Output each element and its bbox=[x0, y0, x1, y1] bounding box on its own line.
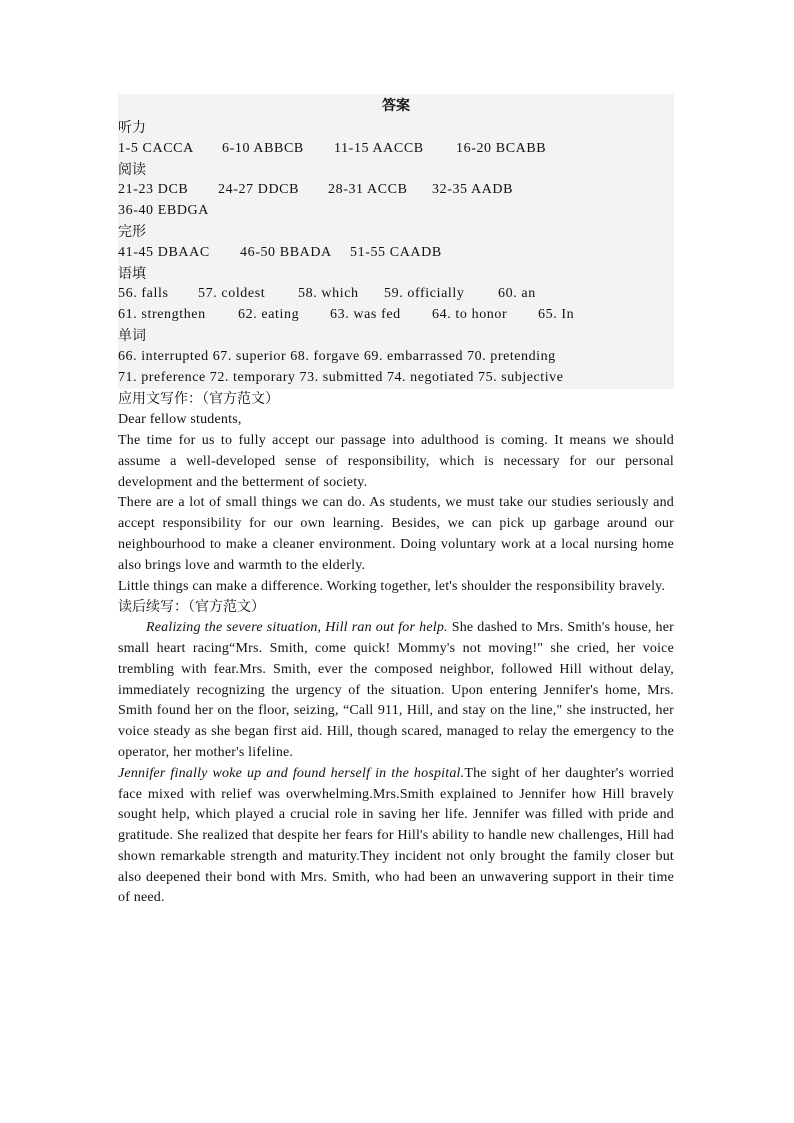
answer-row bbox=[118, 243, 674, 264]
answer-row bbox=[118, 139, 674, 160]
answer-group: 1-5 CACCA bbox=[118, 140, 194, 156]
answer-item: 65. In bbox=[538, 307, 575, 323]
answer-key bbox=[118, 94, 674, 389]
answer-group: 24-27 DDCB bbox=[218, 182, 300, 198]
answer-item: 56. falls bbox=[118, 286, 169, 302]
continuation-essay bbox=[118, 618, 674, 909]
page-title: 答案 bbox=[382, 98, 410, 114]
paragraph-lead-sentence: Jennifer finally woke up and found herself in the hospital. bbox=[118, 765, 465, 781]
section-heading-listening: 听力 bbox=[118, 120, 146, 136]
answer-item: 60. an bbox=[498, 286, 536, 302]
answer-row: 66. interrupted 67. superior 68. forgave 69. embarrassed 70. pretending bbox=[118, 348, 556, 364]
answer-group: 21-23 DCB bbox=[118, 182, 189, 198]
answer-row bbox=[118, 284, 674, 305]
answer-item: 63. was fed bbox=[330, 307, 401, 323]
answer-item: 62. eating bbox=[238, 307, 300, 323]
answer-group: 51-55 CAADB bbox=[350, 244, 442, 260]
paragraph-body: She dashed to Mrs. Smith's house, her small heart racing“Mrs. Smith, come quick! Mommy's not moving!" she cried, her voice trembling with fear.Mrs. Smith, ever the composed neighbor, followed Hill without delay, immediately recognizing the urgency of the situation. Upon entering Jennifer's home, Mrs. Smith found her on the floor, seizing, “Call 911, Hill, and stay on the line," she instructed, her voice steady as she began first aid. Hill, though scared, managed to relay the emergency to the operator, her mother's lifeline. bbox=[118, 620, 674, 760]
section-heading-cloze: 完形 bbox=[118, 223, 146, 240]
answer-row: 71. preference 72. temporary 73. submitted 74. negotiated 75. subjective bbox=[118, 369, 564, 385]
paragraph bbox=[118, 618, 674, 764]
paragraph: The time for us to fully accept our passage into adulthood is coming. It means we should assume a well-developed sense of responsibility, which is necessary for our personal development and the betterment of society. bbox=[118, 432, 674, 490]
answer-row bbox=[118, 305, 674, 326]
section-heading-continuation: 读后续写：（官方范文） bbox=[118, 599, 265, 616]
answer-group: 36-40 EBDGA bbox=[118, 203, 209, 219]
answer-item: 57. coldest bbox=[198, 286, 266, 302]
section-heading-writing: 应用文写作：（官方范文） bbox=[118, 391, 279, 408]
section-heading-grammar: 语填 bbox=[118, 265, 146, 282]
answer-group: 46-50 BBADA bbox=[240, 244, 332, 260]
answer-item: 61. strengthen bbox=[118, 307, 206, 323]
answer-group: 41-45 DBAAC bbox=[118, 244, 210, 260]
salutation: Dear fellow students, bbox=[118, 412, 242, 428]
answer-item: 59. officially bbox=[384, 286, 465, 302]
section-heading-reading: 阅读 bbox=[118, 161, 146, 178]
section-heading-words: 单词 bbox=[118, 327, 146, 344]
answer-group: 11-15 AACCB bbox=[334, 140, 424, 156]
answer-item: 58. which bbox=[298, 286, 359, 302]
paragraph-lead-sentence: Realizing the severe situation, Hill ran out for help. bbox=[146, 620, 448, 636]
answer-row bbox=[118, 201, 674, 222]
answer-group: 32-35 AADB bbox=[432, 182, 514, 198]
answer-group: 28-31 ACCB bbox=[328, 182, 408, 198]
paragraph bbox=[118, 764, 674, 910]
writing-essay bbox=[118, 410, 674, 597]
answer-group: 16-20 BCABB bbox=[456, 140, 547, 156]
paragraph: There are a lot of small things we can do. As students, we must take our studies seriously and accept responsibility for our own learning. Besides, we can pick up garbage around our neighbourhood to make a cleaner environment. Doing voluntary work at a local nursing home also brings love and warmth to the elderly. bbox=[118, 495, 674, 573]
answer-item: 64. to honor bbox=[432, 307, 508, 323]
paragraph: Little things can make a difference. Working together, let's shoulder the responsibility bravely. bbox=[118, 578, 666, 594]
answer-row bbox=[118, 180, 674, 201]
paragraph-body: The sight of her daughter's worried face mixed with relief was overwhelming.Mrs.Smith explained to Jennifer how Hill bravely sought help, which played a crucial role in saving her life. Jennifer was filled with pride and gratitude. She realized that despite her fears for Hill's ability to handle new challenges, Hill had shown remarkable strength and maturity.They incident not only brought the family closer but also deepened their bond with Mrs. Smith, who had been an unwavering support in their time of need. bbox=[118, 765, 674, 906]
document-page bbox=[118, 94, 674, 909]
answer-group: 6-10 ABBCB bbox=[222, 140, 304, 156]
